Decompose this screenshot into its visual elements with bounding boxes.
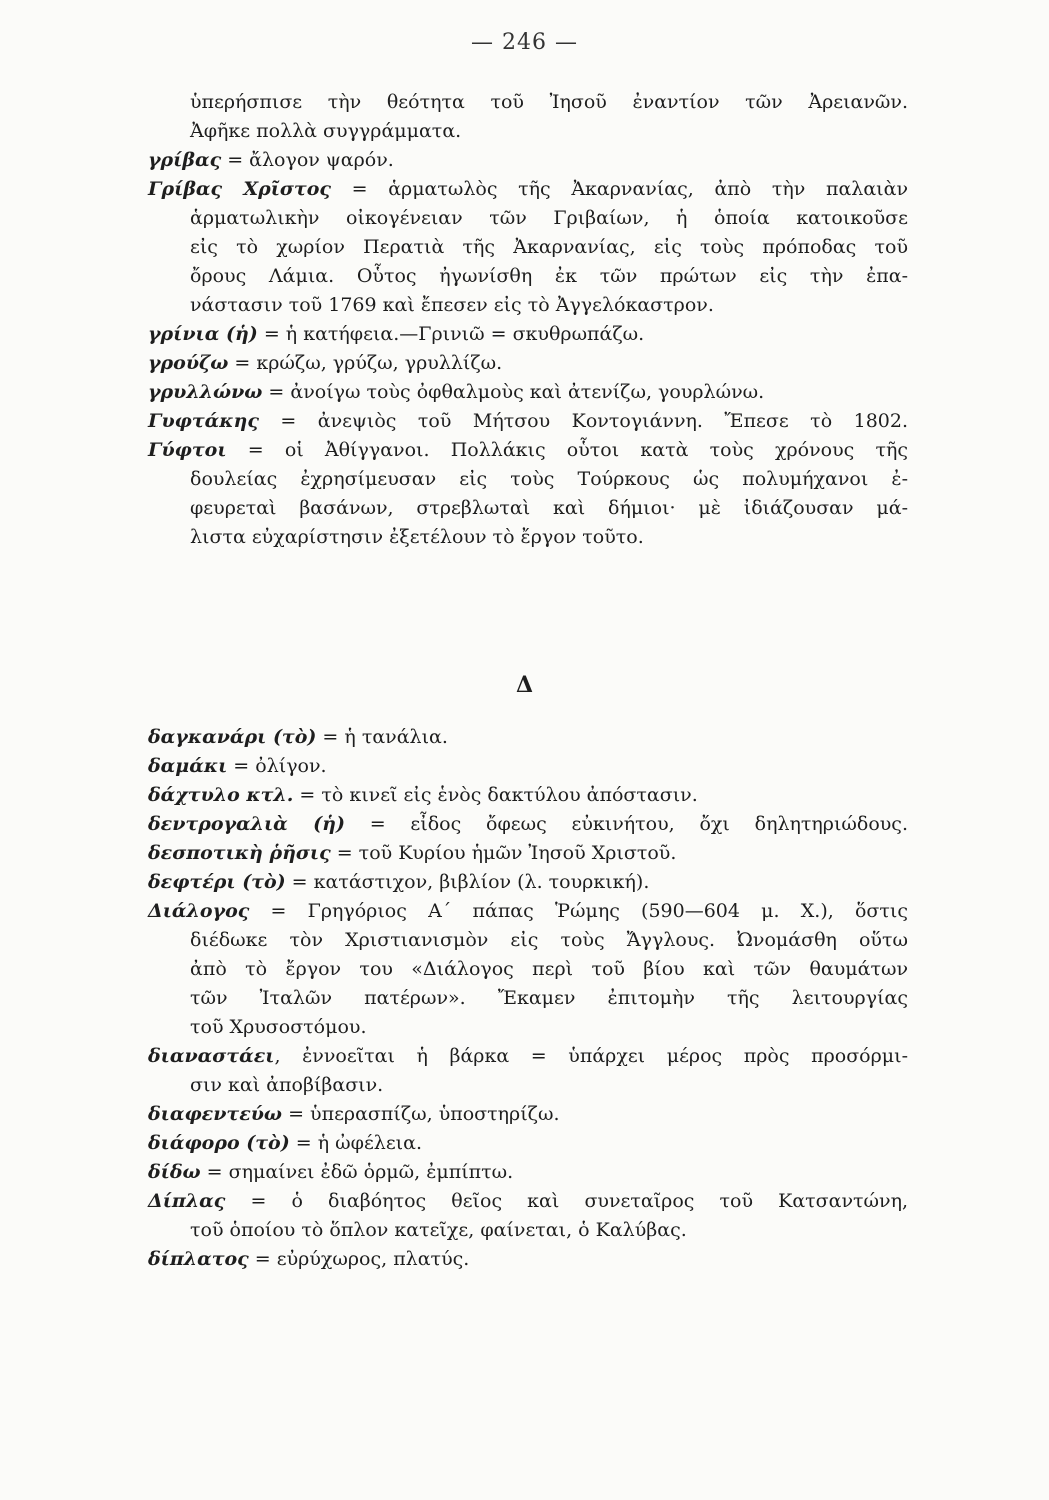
- headword: δαμάκι: [148, 755, 228, 777]
- headword: δεσποτικὴ ῥῆσις: [148, 842, 331, 864]
- headword: γρίβας: [148, 149, 222, 171]
- entry-continuation-line: [148, 291, 908, 320]
- entry-continuation-line: [148, 1013, 908, 1042]
- definition-text: = ἄλογον ψαρόν.: [221, 149, 394, 171]
- entry-line: [148, 1245, 908, 1274]
- headword: Γυφτάκης: [148, 410, 259, 432]
- entry-continuation-line: [148, 262, 908, 291]
- page-number: — 246 —: [471, 30, 578, 55]
- definition-text: = ἀνοίγω τοὺς ὀφθαλμοὺς καὶ ἀτενίζω, γουρλώνω.: [262, 381, 765, 403]
- headword: δαγκανάρι (τὸ): [148, 726, 317, 748]
- entry-line: [148, 1100, 908, 1129]
- headword: δεντρογαλιὰ (ἡ): [148, 813, 345, 835]
- definition-text: εἰς τὸ χωρίον Περατιὰ τῆς Ἀκαρνανίας, εἰς τοὺς πρόποδας τοῦ: [190, 236, 908, 258]
- entries-block-gamma: [148, 88, 908, 552]
- definition-text: = τὸ κινεῖ εἰς ἑνὸς δακτύλου ἀπόστασιν.: [293, 784, 698, 806]
- headword: Δίπλας: [148, 1190, 226, 1212]
- entry-line: [148, 1187, 908, 1216]
- definition-text: διέδωκε τὸν Χριστιανισμὸν εἰς τοὺς Ἄγγλους. Ὠνομάσθη οὕτω: [190, 929, 908, 951]
- entry-line: [148, 897, 908, 926]
- entry-continuation-line: [148, 926, 908, 955]
- entry-line: [148, 752, 908, 781]
- definition-text: = ὁ διαβόητος θεῖος καὶ συνεταῖρος τοῦ Κατσαντώνη,: [225, 1190, 908, 1212]
- headword: δάχτυλο κτλ.: [148, 784, 294, 806]
- entry-continuation-line: [148, 955, 908, 984]
- headword: δεφτέρι (τὸ): [148, 871, 286, 893]
- headword: δίπλατος: [148, 1248, 249, 1270]
- definition-text: = ἡ τανάλια.: [316, 726, 448, 748]
- definition-text: ἀπὸ τὸ ἔργον του «Διάλογος περὶ τοῦ βίου καὶ τῶν θαυμάτων: [190, 958, 908, 980]
- entry-continuation-line: [148, 494, 908, 523]
- entry-line: [148, 723, 908, 752]
- definition-text: = σημαίνει ἐδῶ ὁρμῶ, ἐμπίπτω.: [200, 1161, 514, 1183]
- headword: Γρίβας Χρῖστος: [148, 178, 331, 200]
- section-letter: Δ: [515, 672, 534, 698]
- entry-continuation-line: [148, 204, 908, 233]
- entry-line: [148, 839, 908, 868]
- definition-text: = ἡ ὠφέλεια.: [289, 1132, 422, 1154]
- definition-text: τῶν Ἰταλῶν πατέρων». Ἔκαμεν ἐπιτομὴν τῆς λειτουργίας: [190, 987, 908, 1009]
- definition-text: = ἡ κατήφεια.—Γρινιῶ = σκυθρωπάζω.: [257, 323, 645, 345]
- headword: διάφορο (τὸ): [148, 1132, 290, 1154]
- definition-text: , ἐννοεῖται ἡ βάρκα = ὑπάρχει μέρος πρὸς προσόρμι-: [274, 1045, 908, 1067]
- definition-text: τοῦ Χρυσοστόμου.: [190, 1016, 367, 1038]
- entry-line: [148, 868, 908, 897]
- definition-text: = ἀνεψιὸς τοῦ Μήτσου Κοντογιάννη. Ἔπεσε τὸ 1802.: [258, 410, 908, 432]
- entry-continuation-line: [148, 1071, 908, 1100]
- definition-text: φευρεταὶ βασάνων, στρεβλωταὶ καὶ δήμιοι· μὲ ἰδιάζουσαν μά-: [190, 497, 908, 519]
- entry-line: [148, 175, 908, 204]
- entry-line: [148, 349, 908, 378]
- definition-text: ὄρους Λάμια. Οὗτος ἠγωνίσθη ἐκ τῶν πρώτων εἰς τὴν ἐπα-: [190, 265, 908, 287]
- definition-text: = κατάστιχον, βιβλίον (λ. τουρκική).: [285, 871, 650, 893]
- entry-line: [148, 1129, 908, 1158]
- definition-text: ὑπερήσπισε τὴν θεότητα τοῦ Ἰησοῦ ἐναντίον τῶν Ἀρειανῶν.: [190, 91, 908, 113]
- definition-text: = εὐρύχωρος, πλατύς.: [248, 1248, 470, 1270]
- definition-text: = ἁρματωλὸς τῆς Ἀκαρνανίας, ἀπὸ τὴν παλαιὰν: [330, 178, 908, 200]
- entry-line: [148, 378, 908, 407]
- entry-line: [148, 1042, 908, 1071]
- definition-text: = ὑπερασπίζω, ὑποστηρίζω.: [282, 1103, 560, 1125]
- headword: γρυλλώνω: [148, 381, 263, 403]
- entry-line: [148, 436, 908, 465]
- entry-continuation-line: [148, 233, 908, 262]
- definition-text: = ὀλίγον.: [227, 755, 327, 777]
- entry-continuation-line: [148, 1216, 908, 1245]
- definition-text: Ἀφῆκε πολλὰ συγγράμματα.: [190, 120, 462, 142]
- entry-line: [148, 146, 908, 175]
- headword: Διάλογος: [148, 900, 250, 922]
- definition-text: = Γρηγόριος Α΄ πάπας Ῥώμης (590—604 μ. Χ.), ὅστις: [249, 900, 908, 922]
- entry-line: [148, 781, 908, 810]
- headword: διαναστάει: [148, 1045, 275, 1067]
- definition-text: σιν καὶ ἀποβίβασιν.: [190, 1074, 384, 1096]
- entry-continuation-line: [148, 465, 908, 494]
- definition-text: δουλείας ἐχρησίμευσαν εἰς τοὺς Τούρκους ὡς πολυμήχανοι ἐ-: [190, 468, 908, 490]
- entry-line: [148, 1158, 908, 1187]
- definition-text: ἁρματωλικὴν οἰκογένειαν τῶν Γριβαίων, ἡ ὁποία κατοικοῦσε: [190, 207, 908, 229]
- headword: γρούζω: [148, 352, 229, 374]
- definition-text: = οἱ Ἀθίγγανοι. Πολλάκις οὗτοι κατὰ τοὺς χρόνους τῆς: [226, 439, 908, 461]
- definition-text: = κρώζω, γρύζω, γρυλλίζω.: [228, 352, 503, 374]
- headword: διαφεντεύω: [148, 1103, 283, 1125]
- entry-continuation-line: [148, 984, 908, 1013]
- headword: γρίνια (ἡ): [148, 323, 258, 345]
- headword: δίδω: [148, 1161, 201, 1183]
- definition-text: τοῦ ὁποίου τὸ ὅπλον κατεῖχε, φαίνεται, ὁ Καλύβας.: [190, 1219, 687, 1241]
- definition-text: = εἶδος ὄφεως εὐκινήτου, ὄχι δηλητηριώδους.: [344, 813, 908, 835]
- definition-text: = τοῦ Κυρίου ἡμῶν Ἰησοῦ Χριστοῦ.: [330, 842, 677, 864]
- definition-text: λιστα εὐχαρίστησιν ἐξετέλουν τὸ ἔργον τοῦτο.: [190, 526, 644, 548]
- entry-line: [148, 320, 908, 349]
- entry-line: [148, 810, 908, 839]
- definition-text: νάστασιν τοῦ 1769 καὶ ἔπεσεν εἰς τὸ Ἀγγελόκαστρον.: [190, 294, 714, 316]
- entries-block-delta: [148, 723, 908, 1274]
- entry-continuation-line: [148, 117, 908, 146]
- entry-line: [148, 407, 908, 436]
- headword: Γύφτοι: [148, 439, 227, 461]
- entry-continuation-line: [148, 523, 908, 552]
- entry-continuation-line: [148, 88, 908, 117]
